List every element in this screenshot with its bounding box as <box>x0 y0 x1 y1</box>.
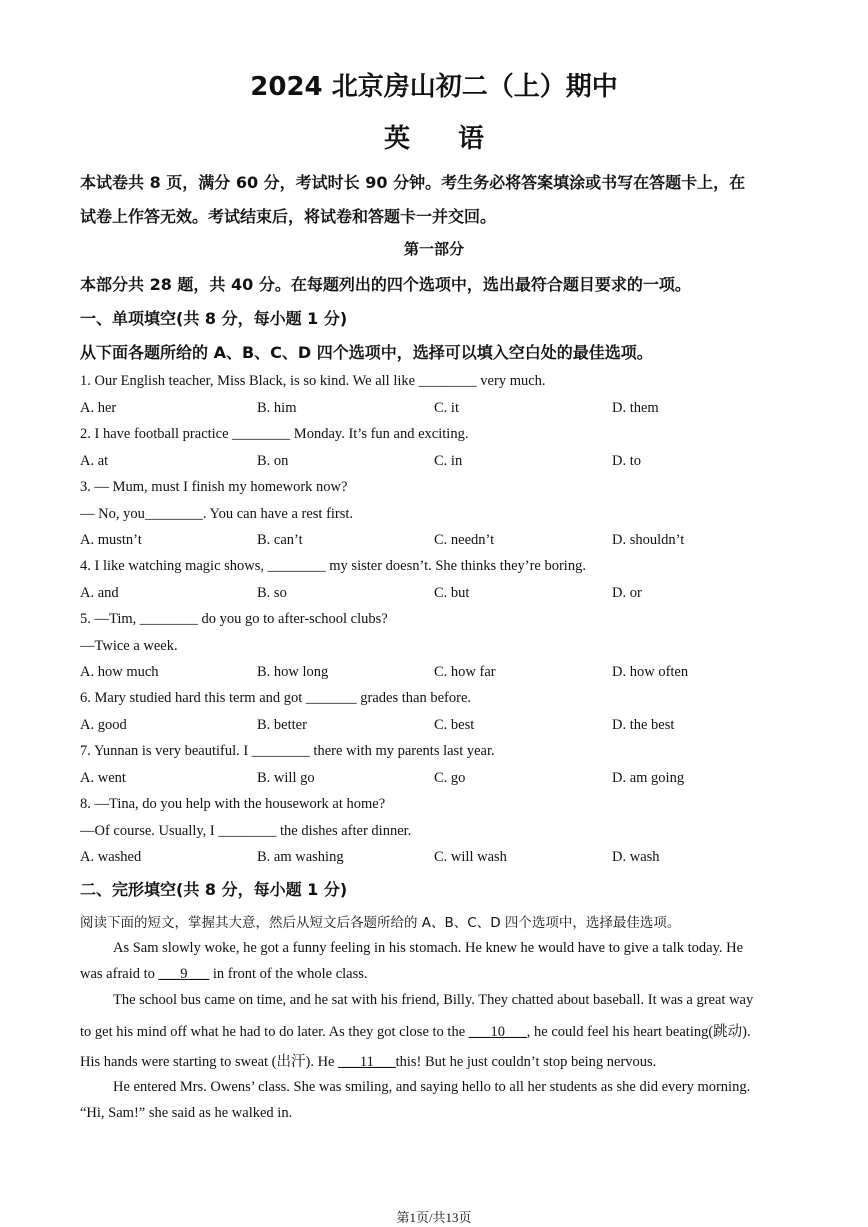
q2-option-b: B. on <box>257 453 289 469</box>
q6-option-d: D. the best <box>612 717 675 733</box>
q1-option-d: D. them <box>612 400 659 416</box>
q4-option-a: A. and <box>80 585 119 601</box>
instructions-line-2: 试卷上作答无效。考试结束后，将试卷和答题卡一并交回。 <box>80 207 497 226</box>
q8-option-a: A. washed <box>80 849 142 865</box>
q7-option-a: A. went <box>80 770 126 786</box>
q3-option-d: D. shouldn’t <box>612 532 685 548</box>
question-5-stem-2: —Twice a week. <box>80 638 178 654</box>
passage-p2-line3 <box>80 1050 656 1071</box>
passage-p1-line1: As Sam slowly woke, he got a funny feeling in his stomach. He knew he would have to give a talk today. He <box>113 940 744 956</box>
p2-text-post: , he could feel his heart beating(跳动). <box>526 1024 751 1040</box>
question-6-stem: 6. Mary studied hard this term and got _______ grades than before. <box>80 690 472 706</box>
section2-heading: 二、完形填空(共 8 分，每小题 1 分) <box>80 880 348 899</box>
blank-9: ___9___ <box>158 966 210 982</box>
question-5-stem: 5. —Tim, ________ do you go to after-school clubs? <box>80 611 388 627</box>
p1-text-post: in front of the whole class. <box>209 966 368 982</box>
part1-description: 本部分共 28 题，共 40 分。在每题列出的四个选项中，选出最符合题目要求的一项。 <box>80 275 691 294</box>
q1-option-a: A. her <box>80 400 117 416</box>
q6-option-b: B. better <box>257 717 307 733</box>
q5-option-a: A. how much <box>80 664 159 680</box>
question-8-stem: 8. —Tina, do you help with the housework at home? <box>80 796 386 812</box>
blank-10: ___10___ <box>468 1024 527 1040</box>
passage-p2-line2 <box>80 1020 751 1041</box>
section1-heading: 一、单项填空(共 8 分，每小题 1 分) <box>80 309 348 328</box>
q8-option-d: D. wash <box>612 849 660 865</box>
p1-text-pre: was afraid to <box>80 966 159 982</box>
q3-option-a: A. mustn’t <box>80 532 142 548</box>
question-7-stem: 7. Yunnan is very beautiful. I ________ there with my parents last year. <box>80 743 495 759</box>
q1-option-c: C. it <box>434 400 459 416</box>
q4-option-b: B. so <box>257 585 287 601</box>
q7-option-d: D. am going <box>612 770 685 786</box>
passage-p1-line2 <box>80 966 368 983</box>
q2-option-c: C. in <box>434 453 463 469</box>
p2c-text-pre: His hands were starting to sweat (出汗). He <box>80 1054 339 1070</box>
q5-option-d: D. how often <box>612 664 689 680</box>
question-3-stem: 3. — Mum, must I finish my homework now? <box>80 479 348 495</box>
q7-option-b: B. will go <box>257 770 315 786</box>
q2-option-a: A. at <box>80 453 109 469</box>
section1-direction: 从下面各题所给的 A、B、C、D 四个选项中，选择可以填入空白处的最佳选项。 <box>80 343 653 362</box>
q1-option-b: B. him <box>257 400 297 416</box>
page-number: 第1页/共13页 <box>396 1210 472 1225</box>
subject-title: 英语 <box>383 124 532 154</box>
section2-direction: 阅读下面的短文，掌握其大意，然后从短文后各题所给的 A、B、C、D 四个选项中，选择最佳选项。 <box>80 915 681 931</box>
passage-p3-line1: He entered Mrs. Owens’ class. She was smiling, and saying hello to all her students as she did every morning. <box>113 1079 751 1095</box>
q6-option-c: C. best <box>434 717 475 733</box>
q6-option-a: A. good <box>80 717 127 733</box>
blank-11: ___11___ <box>338 1054 396 1070</box>
p2c-text-post: this! But he just couldn’t stop being nervous. <box>395 1054 657 1070</box>
q7-option-c: C. go <box>434 770 466 786</box>
part1-heading: 第一部分 <box>403 240 464 258</box>
question-3-stem-2: — No, you________. You can have a rest first. <box>80 506 354 522</box>
q5-option-b: B. how long <box>257 664 329 680</box>
passage-p3-line2: “Hi, Sam!” she said as he walked in. <box>80 1105 293 1121</box>
q2-option-d: D. to <box>612 453 641 469</box>
q5-option-c: C. how far <box>434 664 496 680</box>
instructions-line-1: 本试卷共 8 页，满分 60 分，考试时长 90 分钟。考生务必将答案填涂或书写在答题卡上，在 <box>80 173 746 192</box>
q8-option-c: C. will wash <box>434 849 507 865</box>
q3-option-c: C. needn’t <box>434 532 495 548</box>
q3-option-b: B. can’t <box>257 532 303 548</box>
question-8-stem-2: —Of course. Usually, I ________ the dishes after dinner. <box>80 823 412 839</box>
question-4-stem: 4. I like watching magic shows, ________ my sister doesn’t. She thinks they’re boring. <box>80 558 586 574</box>
q8-option-b: B. am washing <box>257 849 344 865</box>
q4-option-d: D. or <box>612 585 642 601</box>
question-2-stem: 2. I have football practice ________ Monday. It’s fun and exciting. <box>80 426 469 442</box>
question-1-stem: 1. Our English teacher, Miss Black, is so kind. We all like ________ very much. <box>80 373 546 389</box>
p2-text-pre: to get his mind off what he had to do later. As they got close to the <box>80 1024 469 1040</box>
passage-p2-line1: The school bus came on time, and he sat with his friend, Billy. They chatted about baseball. It was a great way <box>113 992 754 1008</box>
page-title: 2024 北京房山初二（上）期中 <box>250 72 618 102</box>
q4-option-c: C. but <box>434 585 470 601</box>
